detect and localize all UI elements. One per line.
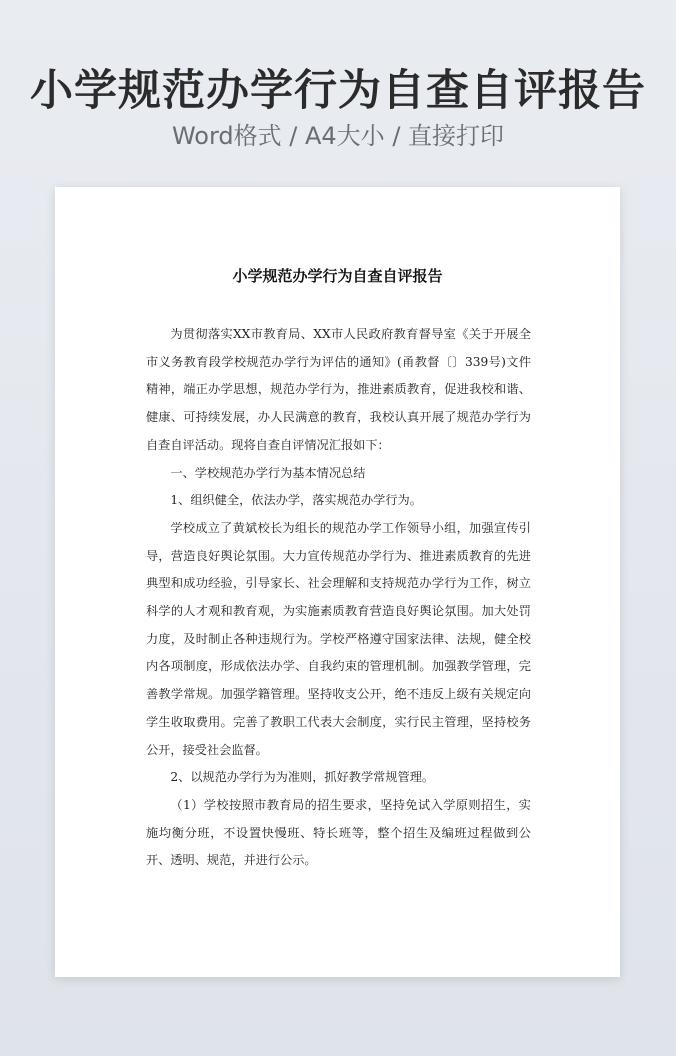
banner-title: 小学规范办学行为自查自评报告 [30,66,646,116]
paragraph-body-2: （1）学校按照市教育局的招生要求，坚持免试入学原则招生，实施均衡分班，不设置快慢班、特长班等，整个招生及编班过程做到公开、透明、规范，并进行公示。 [146,797,531,868]
paragraph-intro: 为贯彻落实XX市教育局、XX市人民政府教育督导室《关于开展全市义务教育段学校规范办学行为评估的通知》(甬教督〔〕339号)文件精神，端正办学思想，规范办学行为，推进素质教育，促进我校和谐、健康、可持续发展，办人民满意的教育，我校认真开展了规范办学行为自查自评活动。现将自查自评情况汇报如下： [146,327,531,452]
document-title: 小学规范办学行为自查自评报告 [232,267,443,285]
document-body [146,321,531,875]
paragraph-body-1: 学校成立了黄斌校长为组长的规范办学工作领导小组，加强宣传引导，营造良好舆论氛围。大力宣传规范办学行为、推进素质教育的先进典型和成功经验，引导家长、社会理解和支持规范办学行为工作，树立科学的人才观和教育观，为实施素质教育营造良好舆论氛围。加大处罚力度，及时制止各种违规行为。学校严格遵守国家法律、法规，健全校内各项制度，形成依法办学、自我约束的管理机制。加强教学管理，完善教学常规。加强学籍管理。坚持收支公开，绝不违反上级有关规定向学生收取费用。完善了教职工代表大会制度，实行民主管理，坚持校务公开，接受社会监督。 [146,520,531,757]
subheading-1: 1、组织健全，依法办学，落实规范办学行为。 [170,493,422,508]
document-page [55,187,620,977]
subheading-2: 2、以规范办学行为为准则，抓好教学常规管理。 [170,770,435,785]
banner-subtitle: Word格式 / A4大小 / 直接打印 [171,122,505,150]
section-heading-1: 一、学校规范办学行为基本情况总结 [170,465,366,480]
